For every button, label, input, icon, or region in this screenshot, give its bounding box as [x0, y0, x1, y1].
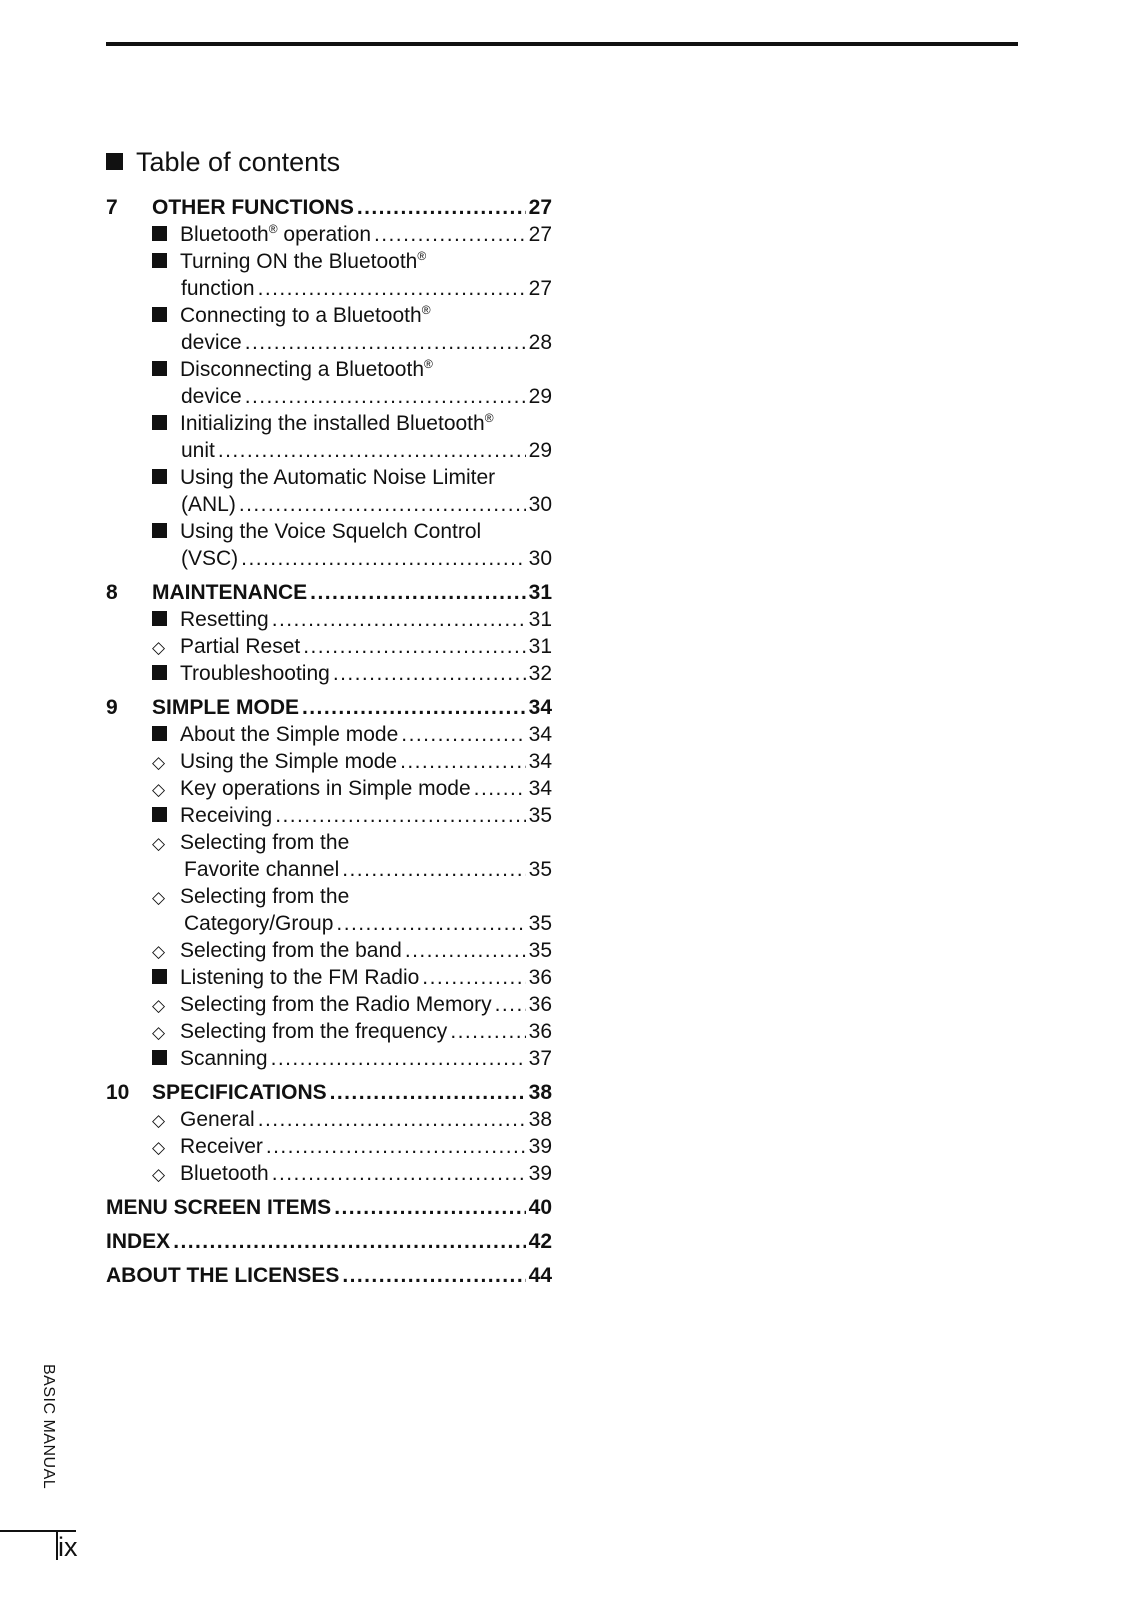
leader-dots [422, 964, 525, 991]
page-ref: 38 [528, 1108, 552, 1131]
leader-dots [245, 329, 526, 356]
entry-label: Bluetooth [180, 1162, 269, 1185]
square-bullet-icon [152, 221, 180, 248]
top-rule [106, 42, 1018, 46]
chapter-number: 9 [106, 696, 118, 719]
toc-entry-row[interactable] [106, 829, 552, 856]
toc-entry-row[interactable] [106, 1133, 552, 1160]
leader-dots [275, 802, 525, 829]
entry-label: MAINTENANCE [152, 581, 308, 604]
leader-dots [245, 383, 526, 410]
page-ref: 32 [528, 662, 552, 685]
toc-entry-row[interactable] [106, 910, 552, 937]
entry-label: device [181, 331, 242, 354]
page-ref: 31 [528, 635, 552, 658]
entry-label: Scanning [180, 1047, 268, 1070]
diamond-bullet-icon [152, 1018, 180, 1046]
entry-label: Using the Automatic Noise Limiter [180, 466, 496, 489]
toc-entry-row[interactable] [106, 1045, 552, 1072]
entry-label: Receiving [180, 804, 273, 827]
toc-entry-row[interactable] [106, 437, 552, 464]
entry-label: Category/Group [184, 912, 334, 935]
entry-label: General [180, 1108, 255, 1131]
entry-label: Troubleshooting [180, 662, 330, 685]
page-ref: 38 [528, 1081, 552, 1104]
leader-dots [474, 775, 526, 802]
side-label: BASIC MANUAL [40, 1364, 57, 1490]
toc-heading-text: Table of contents [136, 147, 341, 177]
page-ref: 37 [528, 1047, 552, 1070]
page-ref: 29 [528, 439, 552, 462]
leader-dots [357, 194, 526, 221]
leader-dots [342, 856, 525, 883]
leader-dots [342, 1262, 525, 1289]
page-ref: 39 [528, 1162, 552, 1185]
toc-section-row[interactable] [106, 1228, 552, 1255]
page-ref: 34 [528, 777, 552, 800]
entry-label: device [181, 385, 242, 408]
toc-entry-row[interactable] [106, 1106, 552, 1133]
toc-entry-row[interactable] [106, 721, 552, 748]
toc-entry-row[interactable] [106, 606, 552, 633]
page-ref: 40 [528, 1196, 552, 1219]
toc-entry-row[interactable] [106, 383, 552, 410]
leader-dots [374, 221, 526, 248]
entry-label: Using the Simple mode [180, 750, 398, 773]
entry-label: MENU SCREEN ITEMS [106, 1196, 332, 1219]
entry-label: Partial Reset [180, 635, 301, 658]
leader-dots [271, 1045, 526, 1072]
entry-label: Selecting from the [180, 831, 350, 854]
page-ref: 35 [528, 858, 552, 881]
leader-dots [450, 1018, 525, 1045]
toc-entry-row[interactable] [106, 748, 552, 775]
entry-label: Initializing the installed Bluetooth® [180, 411, 494, 435]
page-ref: 27 [528, 277, 552, 300]
page-ref: 35 [528, 804, 552, 827]
toc-list [106, 194, 552, 1289]
entry-label: Turning ON the Bluetooth® [180, 249, 427, 273]
toc-entry-row[interactable] [106, 356, 552, 383]
leader-dots [272, 606, 526, 633]
entry-label: Receiver [180, 1135, 263, 1158]
page-ref: 29 [528, 385, 552, 408]
square-bullet-icon [152, 464, 180, 491]
entry-label: SIMPLE MODE [152, 696, 300, 719]
page-ref: 35 [528, 912, 552, 935]
entry-label: Resetting [180, 608, 269, 631]
toc-entry-row[interactable] [106, 802, 552, 829]
leader-dots [405, 937, 526, 964]
leader-dots [266, 1133, 526, 1160]
page-ref: 31 [528, 581, 552, 604]
chapter-number: 10 [106, 1081, 130, 1104]
diamond-bullet-icon [152, 883, 180, 911]
page-ref: 35 [528, 939, 552, 962]
entry-label: INDEX [106, 1230, 171, 1253]
toc-entry-row[interactable] [106, 937, 552, 964]
diamond-bullet-icon [152, 829, 180, 857]
leader-dots [272, 1160, 526, 1187]
entry-label: Listening to the FM Radio [180, 966, 420, 989]
toc-entry-row[interactable] [106, 302, 552, 329]
leader-dots [334, 1194, 525, 1221]
toc-entry-row[interactable] [106, 248, 552, 275]
entry-label: Selecting from the [180, 885, 350, 908]
diamond-bullet-icon [152, 1106, 180, 1134]
square-bullet-icon [152, 660, 180, 687]
diamond-bullet-icon [152, 991, 180, 1019]
leader-dots [258, 1106, 526, 1133]
entry-label: function [181, 277, 255, 300]
entry-label: Selecting from the band [180, 939, 402, 962]
toc-entry-row[interactable] [106, 491, 552, 518]
diamond-bullet-icon [152, 633, 180, 661]
chapter-number: 7 [106, 196, 118, 219]
square-bullet-icon [152, 302, 180, 329]
toc-entry-row[interactable] [106, 545, 552, 572]
toc-section-row[interactable] [106, 1194, 552, 1221]
entry-label: Using the Voice Squelch Control [180, 520, 482, 543]
entry-label: ABOUT THE LICENSES [106, 1264, 340, 1287]
leader-dots [241, 545, 525, 572]
entry-label: (VSC) [181, 547, 239, 570]
entry-label: SPECIFICATIONS [152, 1081, 327, 1104]
leader-dots [302, 694, 526, 721]
leader-dots [330, 1079, 526, 1106]
toc-chapter-row[interactable] [106, 694, 552, 721]
page-ref: 31 [528, 608, 552, 631]
leader-dots [258, 275, 526, 302]
page-ref: 28 [528, 331, 552, 354]
toc-entry-row[interactable] [106, 464, 552, 491]
leader-dots [400, 748, 526, 775]
leader-dots [303, 633, 525, 660]
square-bullet-icon [152, 606, 180, 633]
entry-label: Favorite channel [184, 858, 340, 881]
page-ref: 44 [528, 1264, 552, 1287]
toc-entry-row[interactable] [106, 518, 552, 545]
entry-label: Selecting from the frequency [180, 1020, 448, 1043]
diamond-bullet-icon [152, 937, 180, 965]
square-bullet-icon [152, 356, 180, 383]
entry-label: Selecting from the Radio Memory [180, 993, 492, 1016]
toc-entry-row[interactable] [106, 991, 552, 1018]
page-ref: 42 [528, 1230, 552, 1253]
leader-dots [310, 579, 525, 606]
toc-entry-row[interactable] [106, 275, 552, 302]
toc-section-row[interactable] [106, 1262, 552, 1289]
toc-entry-row[interactable] [106, 410, 552, 437]
toc-entry-row[interactable] [106, 856, 552, 883]
leader-dots [218, 437, 526, 464]
entry-label: Connecting to a Bluetooth® [180, 303, 431, 327]
square-bullet-icon [152, 721, 180, 748]
page-ref: 27 [528, 196, 552, 219]
page-ref: 36 [528, 966, 552, 989]
toc-chapter-row[interactable] [106, 579, 552, 606]
page-ref: 34 [528, 723, 552, 746]
page-number: ix [58, 1532, 78, 1562]
square-bullet-icon [152, 518, 180, 545]
toc-entry-row[interactable] [106, 1018, 552, 1045]
page-ref: 36 [528, 993, 552, 1016]
page-ref: 39 [528, 1135, 552, 1158]
chapter-number: 8 [106, 581, 118, 604]
diamond-bullet-icon [152, 1133, 180, 1161]
square-bullet-icon [152, 248, 180, 275]
toc-entry-row[interactable] [106, 883, 552, 910]
leader-dots [239, 491, 526, 518]
entry-label: (ANL) [181, 493, 236, 516]
square-bullet-icon [152, 410, 180, 437]
page-ref: 27 [528, 223, 552, 246]
square-bullet-icon [106, 153, 123, 170]
entry-label: Disconnecting a Bluetooth® [180, 357, 433, 381]
toc-entry-row[interactable] [106, 1160, 552, 1187]
entry-label: Key operations in Simple mode [180, 777, 471, 800]
diamond-bullet-icon [152, 1160, 180, 1188]
toc-entry-row[interactable] [106, 221, 552, 248]
leader-dots [336, 910, 525, 937]
toc-chapter-row[interactable] [106, 194, 552, 221]
page-ref: 30 [528, 493, 552, 516]
square-bullet-icon [152, 964, 180, 991]
toc-entry-row[interactable] [106, 633, 552, 660]
leader-dots [495, 991, 526, 1018]
toc-chapter-row[interactable] [106, 1079, 552, 1106]
entry-label: Bluetooth® operation [180, 222, 371, 246]
entry-label: OTHER FUNCTIONS [152, 196, 354, 219]
diamond-bullet-icon [152, 775, 180, 803]
page-ref: 34 [528, 696, 552, 719]
toc-entry-row[interactable] [106, 964, 552, 991]
leader-dots [333, 660, 526, 687]
page-ref: 36 [528, 1020, 552, 1043]
square-bullet-icon [152, 1045, 180, 1072]
toc-entry-row[interactable] [106, 660, 552, 687]
leader-dots [401, 721, 525, 748]
page-ref: 30 [528, 547, 552, 570]
entry-label: unit [181, 439, 215, 462]
toc-heading [106, 144, 340, 180]
diamond-bullet-icon [152, 748, 180, 776]
toc-entry-row[interactable] [106, 775, 552, 802]
leader-dots [173, 1228, 525, 1255]
page-ref: 34 [528, 750, 552, 773]
square-bullet-icon [152, 802, 180, 829]
toc-entry-row[interactable] [106, 329, 552, 356]
entry-label: About the Simple mode [180, 723, 399, 746]
